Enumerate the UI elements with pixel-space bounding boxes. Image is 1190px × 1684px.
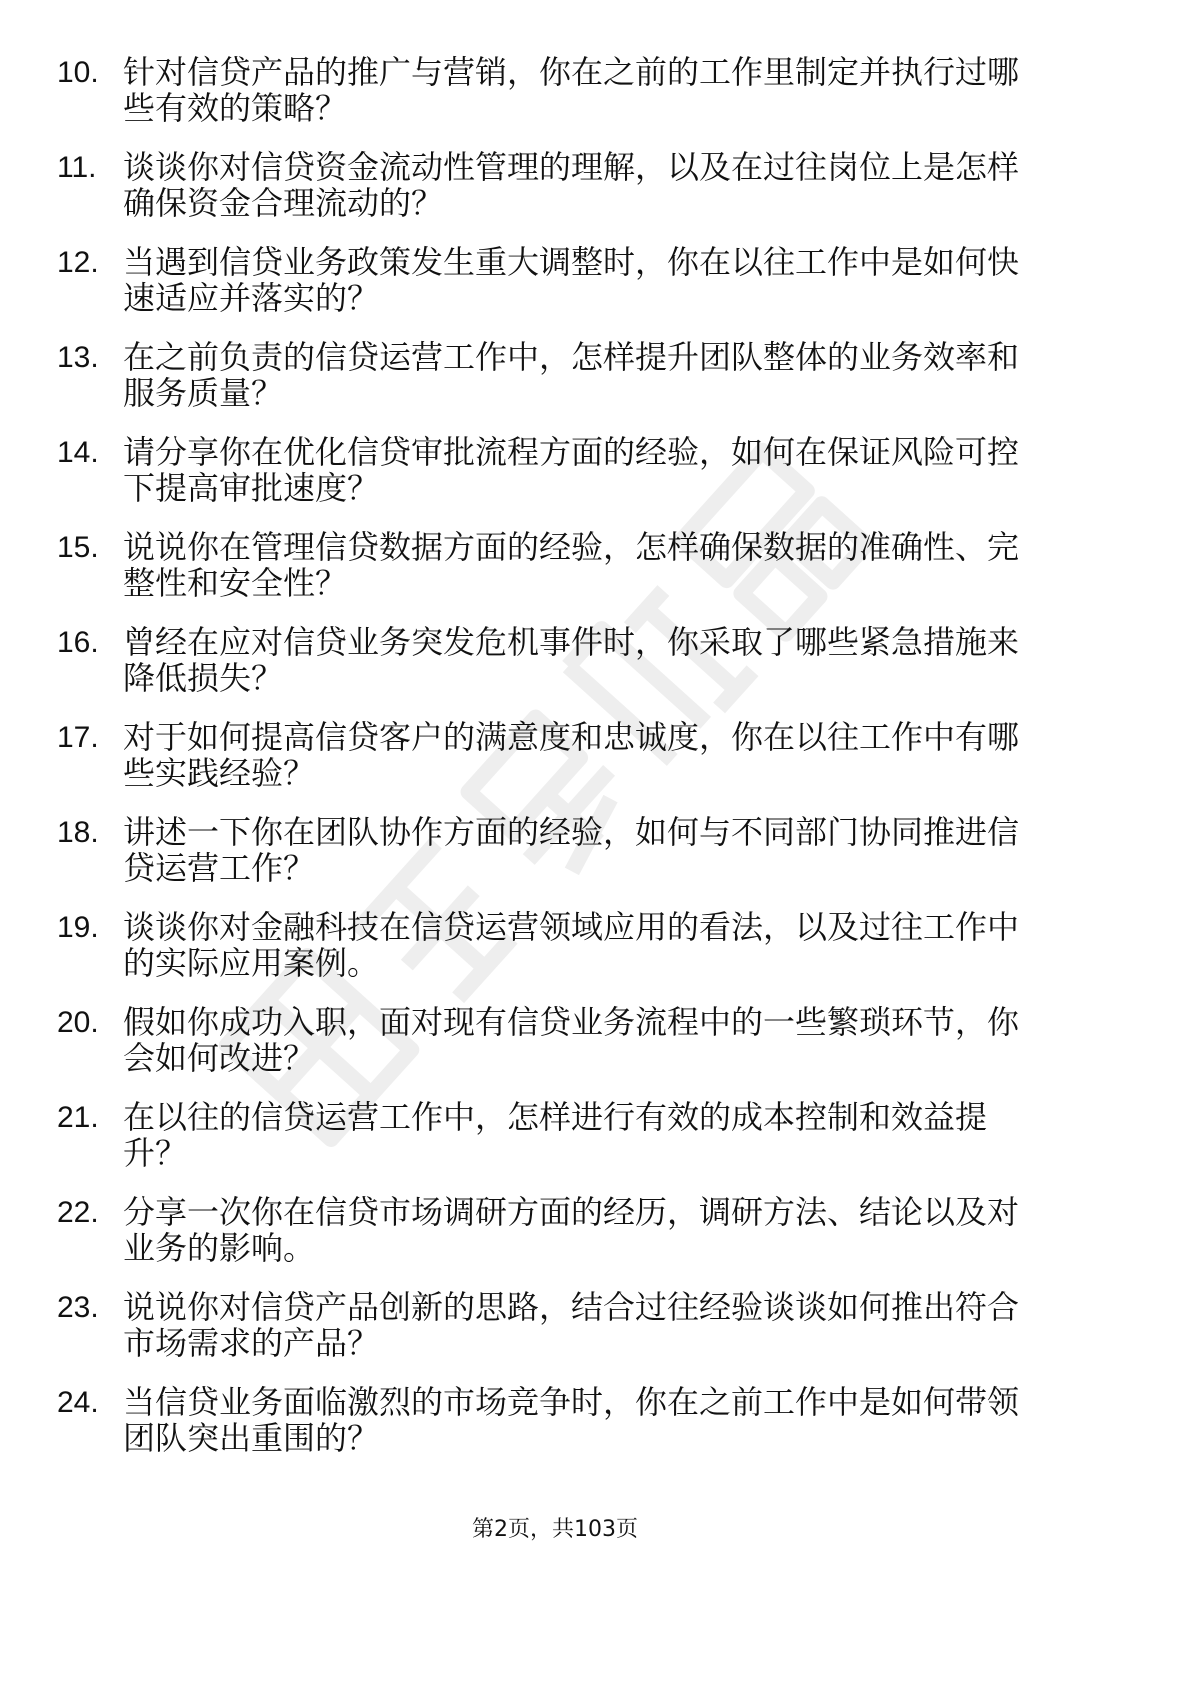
question-number: 19. [57,911,99,944]
question-number: 15. [57,531,99,564]
question-text: 分享一次你在信贷市场调研方面的经历，调研方法、结论以及对业务的影响。 [123,1193,1020,1267]
question-text: 说说你在管理信贷数据方面的经验，怎样确保数据的准确性、完整性和安全性？ [123,528,1020,602]
question-number: 20. [57,1006,99,1039]
question-item [57,245,1057,316]
question-number: 17. [57,721,99,754]
question-number: 16. [57,626,99,659]
question-number: 23. [57,1291,99,1324]
question-item [57,1290,1057,1361]
question-item [57,1100,1057,1171]
question-list [57,55,1057,1480]
question-text: 曾经在应对信贷业务突发危机事件时，你采取了哪些紧急措施来降低损失？ [123,623,1020,697]
question-number: 21. [57,1101,99,1134]
question-text: 请分享你在优化信贷审批流程方面的经验，如何在保证风险可控下提高审批速度？ [123,433,1020,507]
question-number: 12. [57,246,99,279]
question-number: 10. [57,56,99,89]
question-item [57,435,1057,506]
question-text: 针对信贷产品的推广与营销，你在之前的工作里制定并执行过哪些有效的策略？ [123,53,1020,127]
question-number: 13. [57,341,99,374]
question-number: 18. [57,816,99,849]
question-number: 11. [57,151,97,184]
question-text: 谈谈你对金融科技在信贷运营领域应用的看法，以及过往工作中的实际应用案例。 [123,908,1020,982]
question-text: 说说你对信贷产品创新的思路，结合过往经验谈谈如何推出符合市场需求的产品？ [123,1288,1020,1362]
question-text: 讲述一下你在团队协作方面的经验，如何与不同部门协同推进信贷运营工作？ [123,813,1020,887]
question-item [57,1385,1057,1456]
question-number: 24. [57,1386,99,1419]
question-item [57,1005,1057,1076]
question-item [57,150,1057,221]
question-number: 14. [57,436,99,469]
question-item [57,340,1057,411]
question-item [57,815,1057,886]
question-item [57,720,1057,791]
question-text: 当遇到信贷业务政策发生重大调整时，你在以往工作中是如何快速适应并落实的？ [123,243,1020,317]
question-text: 当信贷业务面临激烈的市场竞争时，你在之前工作中是如何带领团队突出重围的？ [123,1383,1020,1457]
question-item [57,55,1057,126]
page-footer: 第2页，共103页 [472,1517,638,1542]
question-item [57,530,1057,601]
question-text: 谈谈你对信贷资金流动性管理的理解，以及在过往岗位上是怎样确保资金合理流动的？ [123,148,1020,222]
question-text: 对于如何提高信贷客户的满意度和忠诚度，你在以往工作中有哪些实践经验？ [123,718,1020,792]
question-item [57,625,1057,696]
question-text: 在之前负责的信贷运营工作中，怎样提升团队整体的业务效率和服务质量？ [123,338,1020,412]
question-item [57,910,1057,981]
question-text: 在以往的信贷运营工作中，怎样进行有效的成本控制和效益提升？ [123,1098,988,1172]
question-number: 22. [57,1196,99,1229]
question-text: 假如你成功入职，面对现有信贷业务流程中的一些繁琐环节，你会如何改进？ [123,1003,1020,1077]
question-item [57,1195,1057,1266]
